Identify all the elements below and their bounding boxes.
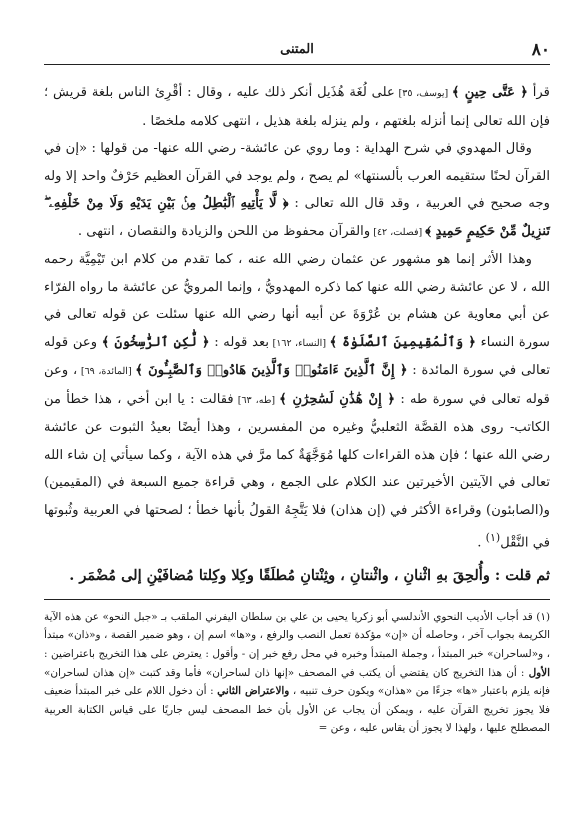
running-title: المتنى — [280, 42, 314, 57]
quran-quote: ﴿ لَّٰكِنِ ٱلرَّٰسِخُونَ ﴾ — [101, 334, 210, 350]
quran-quote: ﴿ إِنَّ ٱلَّذِينَ ءَامَنُوا۟ وَٱلَّذِينَ هَادُوا۟ وَٱلصَّٰبِـُٔونَ ﴾ — [135, 363, 408, 378]
main-text — [44, 79, 550, 557]
verse-reference: [طه، ٦٣] — [233, 394, 280, 406]
book-page — [44, 38, 550, 818]
quran-quote: ﴿ لَّا يَأْتِيهِ ٱلْبَٰطِلُ مِنۢ بَيْنِ يَدَيْهِ وَلَا مِنْ خَلْفِهِۦ ۖ تَنزِيلٌ مِّنْ حَكِيمٍ حَمِيدٍ ﴾ — [44, 196, 550, 239]
running-header — [44, 38, 550, 65]
page-number: ٨٠ — [531, 40, 550, 60]
footnote-marker[interactable]: (١) — [485, 531, 501, 544]
footnote-1: (١) قد أجاب الأديب النحوي الأندلسي أبو زكريا يحيى بن علي بن سلطان اليفرني الملقب بـ «جبل النحو» عن هذه الآية الكريمة بجواب آخر ، وحاصله أن «إن» مؤكدة تعمل النصب والرفع ، و«ها» اسم إن ، وهو ضمير القصة ، و«ذان» مبتدأ ، و«لساحران» خبر المبتدأ ، وجملة المبتدأ وخبره في محل رفع خبر إن - وأقول : يعترض على هذا التخريج باعتراضين : الأول : أن هذا التخريج كان يقتضي أن يكتب في المصحف «إنها ذان لساحران» فأما وقد كتبت «إن هذان لساحران» فإنه يلزم باعتبار «ها» جزءًا من «هذان» ويكون حرف تنبيه ، والاعتراض الثاني : أن دخول اللام على خبر المبتدأ ضعيف فلا يجوز تخريج القرآن عليه ، ويمكن أن يجاب عن الأول بأن خط المصحف ليس جاريًا على قياس الكتابة العربية المصطلح عليها ، ولهذا لا يجوز أن يقاس عليه ، وعن = — [44, 610, 550, 735]
footnote-divider — [44, 599, 550, 600]
quran-quote: ﴿ إِنْ هَٰذَٰنِ لَسَٰحِرَٰنِ ﴾ — [279, 391, 396, 407]
verse-reference: [فصلت، ٤٢] — [370, 226, 426, 238]
text-rule-heading: ثم قلت : وأُلحِقَ بهِ اثْنانِ ، واثْنتانِ ، وثِنْتانِ مُطلَقًا وكِلا وكِلتا مُضافَيْنِ إلى مُضْمَر . — [69, 566, 550, 584]
verse-reference: [النساء، ١٦٢] — [269, 337, 330, 349]
verse-reference: [المائدة، ٦٩] — [77, 366, 136, 377]
paragraph-2: وقال المهدوي في شرح الهداية : وما روي عن عائشة- رضي الله عنها- من قولها : «إن في القرآن لحنًا ستقيمه العرب بألسنتها» لم يصح ، ولم يوجد في القرآن العظيم حَرْفٌ واحد إلا وله وجه صحيح في العربية ، وقد قال الله تعالى : ﴿ لَّا يَأْتِيهِ ٱلْبَٰطِلُ مِنۢ بَيْنِ يَدَيْهِ وَلَا مِنْ خَلْفِهِۦ ۖ تَنزِيلٌ مِّنْ حَكِيمٍ حَمِيدٍ ﴾ [فصلت، ٤٢] والقرآن محفوظ من اللحن والزيادة والنقصان ، انتهى . — [44, 141, 550, 239]
paragraph-3: وهذا الأثر إنما هو مشهور عن عثمان رضي الله عنه ، كما تقدم من كلام ابن تَيْمِيَّة رحمه الله ، لا عن عائشة رضي الله عنها كما ذكره المهدويُّ ، وإنما المرويُّ عن عائشة ما رواه الفرّاء عن أبي معاوية عن هشام بن عُرْوَةَ عن أبيه أنها رضي الله عنها سئلت عن قوله تعالى في سورة النساء ﴿ وَٱلْمُقِيمِينَ ٱلصَّلَوٰةَ ﴾ [النساء، ١٦٢] بعد قوله : ﴿ لَّٰكِنِ ٱلرَّٰسِخُونَ ﴾ وعن قوله تعالى في سورة المائدة : ﴿ إِنَّ ٱلَّذِينَ ءَامَنُوا۟ وَٱلَّذِينَ هَادُوا۟ وَٱلصَّٰبِـُٔونَ ﴾ [المائدة، ٦٩] ، وعن قوله تعالى في سورة طه : ﴿ إِنْ هَٰذَٰنِ لَسَٰحِرَٰنِ ﴾ [طه، ٦٣] فقالت : يا ابن أخي ، هذا خطأ من الكاتب- روى هذه القصَّة الثعلبيُّ وغيره من المفسرين ، وهذا أيضًا بعيدُ الثبوت عن عائشة رضي الله عنها ؛ فإن هذه القراءات كلها مُوَجَّهَةٌ كما مرَّ في هذه الآية ، وكما سيأتي إن شاء الله تعالى في الآيتين الأخيرتين عند الكلام على الجمع ، وهي قراءة جميع السبعة في (المقيمين) و(الصابئون) وقراءة الأكثر في (إن هذان) فلا يَتَّجِهُ القولُ بأنها خطأ ؛ لصحتها في العربية وثُبوتها في النَّقْل$^{(١)}$ . — [44, 252, 551, 551]
verse-reference: [يوسف، ٣٥] — [394, 88, 452, 99]
quran-quote: ﴿ عَتَّى حِينٍ ﴾ — [451, 85, 528, 100]
quran-quote: ﴿ وَٱلْمُقِيمِينَ ٱلصَّلَوٰةَ ﴾ — [329, 334, 476, 350]
paragraph-1: قرأ ﴿ عَتَّى حِينٍ ﴾ [يوسف، ٣٥] على لُغَة هُذَيل أنكر ذلك عليه ، وقال : أقْرِئ الناس بلغة قريش ؛ فإن الله تعالى إنما أنزله بلغتهم ، ولم ينزله بلغة هذيل ، انتهى كلامه ملخصًا . — [44, 85, 550, 129]
